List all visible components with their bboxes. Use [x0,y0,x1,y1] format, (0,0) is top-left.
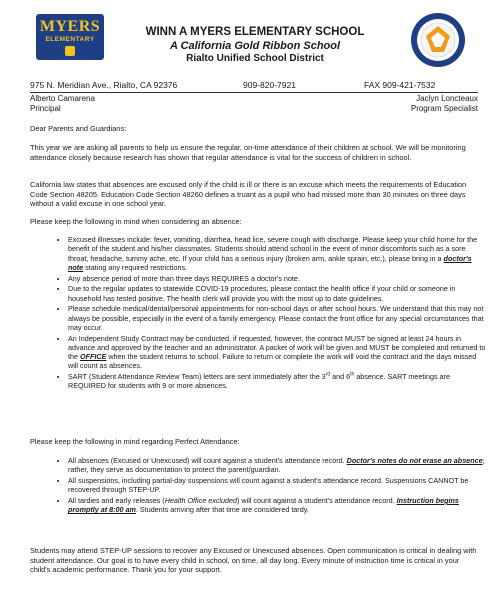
list-item: • Due to the regular updates to statewide COVID-19 procedures, please contact the health office if your child or someone in household has tested positive. The health clerk will provide you with the most up to date guidelines. [68,284,486,303]
greeting: Dear Parents and Guardians: [30,124,127,133]
instruction-start-emphasis: Instruction begins promptly at 8:00 am [68,495,459,515]
list-item: • Please schedule medical/dental/personal appointments for non-school days or after school hours. We understand that this may not always be possible, especially in the event of a family emergency. Please contact the front office for any special circumstances that may occur. [68,304,486,332]
specialist-title: Program Specialist [410,103,478,113]
logo-subtext: ELEMENTARY [45,36,95,43]
office-emphasis: OFFICE [80,352,107,362]
district-seal-icon [410,12,466,68]
school-name: WINN A MYERS ELEMENTARY SCHOOL [145,26,365,38]
principal-block [30,94,95,113]
law-paragraph: California law states that absences are excused only if the child is ill or there is an excuse which meets the requirements of Education Code Section 48205. Education Code Section 48260 defines a truant as a pupil who had missed more than 30 minutes on three days without a valid excuse in one school year. [30,180,467,209]
school-phone: 909-820-7921 [243,80,296,90]
perfect-attendance-list [56,456,486,516]
doctors-notes-emphasis: Doctor's notes do not erase an absence [346,456,483,465]
list-item: • An Independent Study Contract may be conducted, if requested, however, the contract MUST be signed at least 24 hours in advance and approved by the teacher and an administrator. A packet of work will be given and MUST be completed and returned to the OFFICE when the student returns to school. Failure to return or complete the work will void the contract and the days missed will count as absences. [68,334,486,371]
district-name: Rialto Unified School District [186,53,324,64]
logo-text: MYERS [39,18,101,35]
list-item: • All absences (Excused or Unexcused) will count against a student's attendance record. Doctor's notes do not erase an absence; rather, they serve as documentation to protect the parent/guardian. [68,456,486,475]
school-address: 975 N. Meridian Ave., Rialto, CA 92376 [30,80,178,90]
list-item: • Any absence period of more than three days REQUIRES a doctor's note. [68,274,486,283]
doctors-note-emphasis: doctor's note [68,253,472,272]
absence-list [56,235,486,392]
school-logo [36,14,104,60]
list-item: • All suspensions, including partial-day suspensions will count against a student's attendance record. Suspensions CANNOT be recovered through STEP-UP. [68,476,486,495]
school-fax: FAX 909-421-7532 [364,80,436,90]
principal-name: Alberto Camarena [30,94,95,103]
specialist-block [370,94,478,113]
closing-paragraph: Students may attend STEP-UP sessions to recover any Excused or Unexcused absences. Open communication is critical in dealing with student attendance. Our goal is to have every child in school, on time, all day long. Every minute of instruction time is critical in your child's academic performance. Thank you for your support. [30,546,477,575]
perfect-attendance-heading: Please keep the following in mind regarding Perfect Attendance: [30,437,240,446]
list-item: • All tardies and early releases (Health Office excluded) will count against a student's attendance record. Instruction begins promptly at 8:00 am. Students arriving after that time are considered tardy. [68,496,486,515]
intro-paragraph: This year we are asking all parents to help us ensure the regular, on-time attendance of their children at school. We will be monitoring attendance closely because research has shown that regular attendance is vital for the success of children in school. [30,143,466,162]
list-item: • Excused illnesses include: fever, vomiting, diarrhea, head lice, severe cough with discharge. Please keep your child home for the benefit of the student and his/her classmates. Students should attend school in the event of minor discomforts such as a sore throat, headache, tummy ache, etc. If your child has a serious injury (broken arm, ankle sprain, etc.), please bring in a doctor's note stating any required restrictions. [68,235,486,272]
mascot-icon [65,46,75,56]
list-item: • SART (Student Attendance Review Team) letters are sent immediately after the 3rd and 6th absence. SART meetings are REQUIRED for students with 9 or more absences. [68,372,486,391]
specialist-name: Jaclyn Loncteaux [416,94,478,103]
address-divider [30,92,478,93]
school-tagline: A California Gold Ribbon School [169,40,341,52]
principal-title: Principal [30,103,61,113]
absence-heading: Please keep the following in mind when considering an absence: [30,217,242,226]
